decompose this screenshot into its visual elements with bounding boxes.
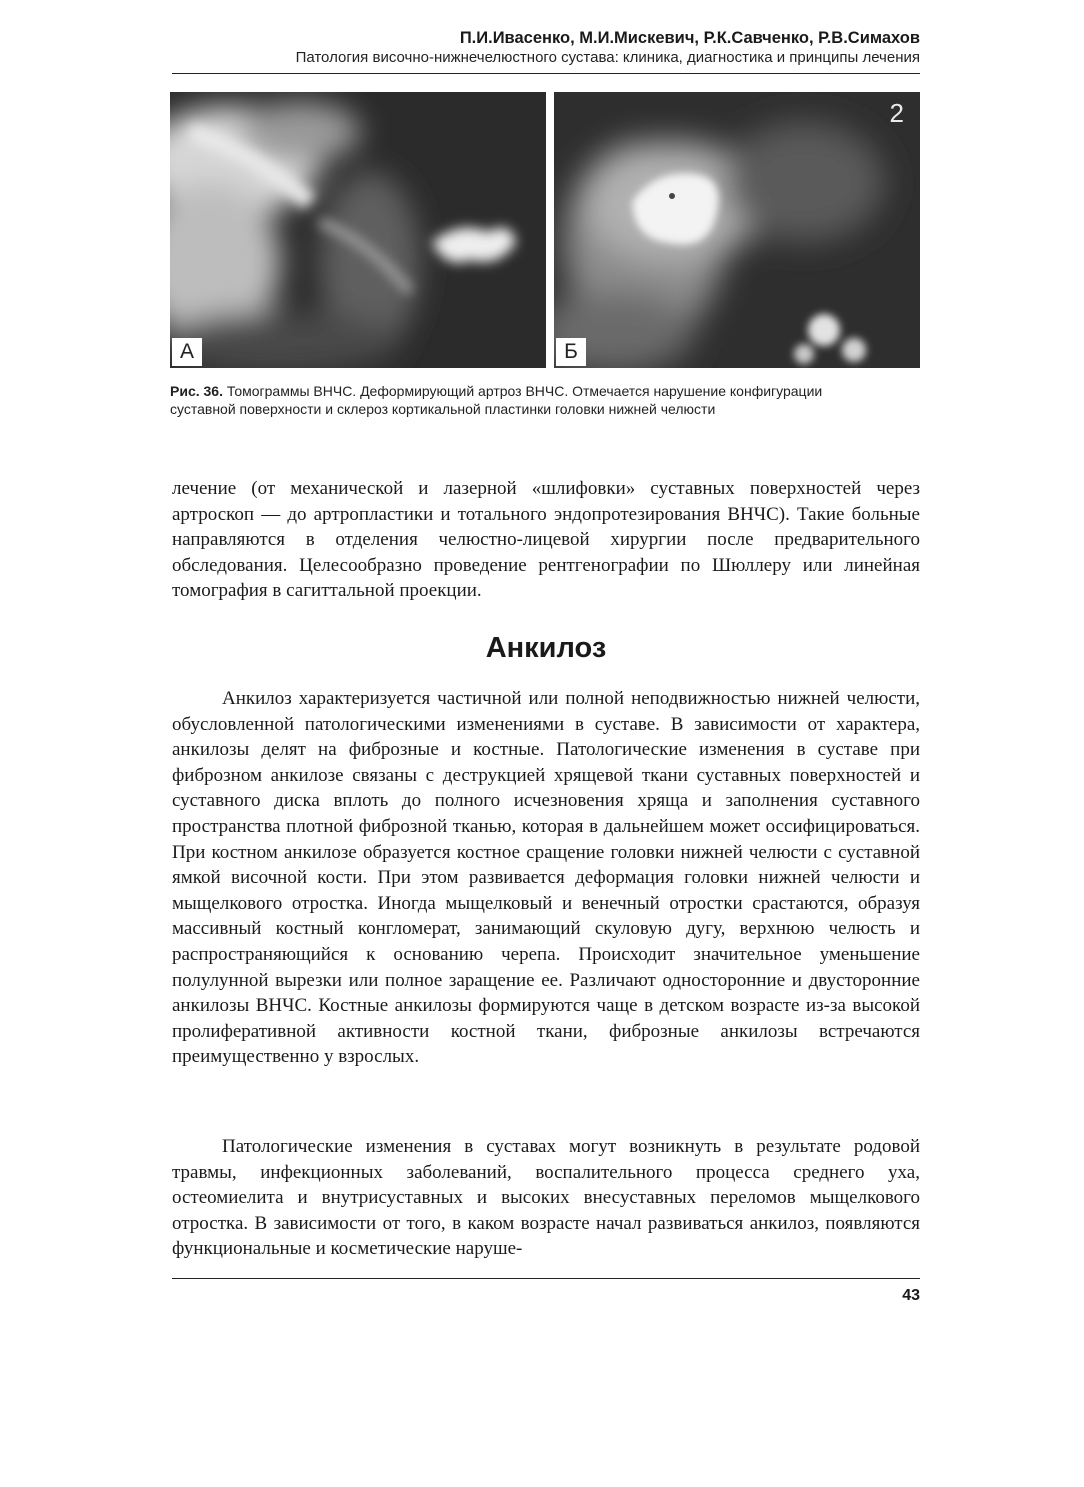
panel-b-label: Б bbox=[556, 338, 586, 366]
running-head-authors: П.И.Ивасенко, М.И.Мискевич, Р.К.Савченко, Р.В.Симахов bbox=[459, 29, 920, 47]
paragraph-1: лечение (от механической и лазерной «шлифовки» суставных поверхностей через артроскоп — до артропластики и тотального эндопротезирования ВНЧС). Такие больные направляются в отделения челюстно-лицевой хирургии после предварительного обследования. Целесообразно проведение рентгенографии по Шюллеру или линейная томография в сагиттальной проекции. bbox=[172, 478, 920, 602]
header-rule bbox=[172, 73, 920, 74]
running-head bbox=[170, 28, 920, 67]
tomogram-panel-b bbox=[554, 92, 920, 368]
footer-rule bbox=[172, 1278, 920, 1279]
paragraph-2: Анкилоз характеризуется частичной или полной неподвижностью нижней челюсти, обусловленной патологическими изменениями в суставе. В зависимости от характера, анкилозы делят на фиброзные и костные. Патологические изменения в суставе при фиброзном анкилозе связаны с деструкцией хрящевой ткани суставных поверхностей и суставного диска вплоть до полного исчезновения хряща и заполнения суставного пространства плотной фиброзной тканью, которая в дальнейшем может оссифицироваться. При костном анкилозе образуется костное сращение головки нижней челюсти с суставной ямкой височной кости. При этом развивается деформация головки нижней челюсти и мыщелкового отростка. Иногда мыщелковый и венечный отростки срастаются, образуя массивный костный конгломерат, занимающий скуловую дугу, верхнюю челюсть и распространяющийся к основанию черепа. Происходит значительное уменьшение полулунной вырезки или полное заращение ее. Различают односторонние и двусторонние анкилозы ВНЧС. Костные анкилозы формируются чаще в детском возрасте из-за высокой пролиферативной активности костной ткани, фиброзные анкилозы встречаются преимущественно у взрослых. bbox=[172, 688, 920, 1068]
tomogram-panel-a bbox=[170, 92, 546, 368]
figure-caption bbox=[170, 382, 860, 418]
panel-a-label: А bbox=[172, 338, 202, 366]
tomogram-b-image bbox=[554, 92, 920, 368]
figure-caption-text: Томограммы ВНЧС. Деформирующий артроз ВНЧС. Отмечается нарушение конфигурации суставной поверхности и склероз кортикальной пластинки головки нижней челюсти bbox=[170, 383, 823, 417]
figure-caption-label: Рис. 36. bbox=[170, 383, 223, 399]
panel-b-corner-mark: 2 bbox=[889, 98, 904, 128]
paragraph-3: Патологические изменения в суставах могут возникнуть в результате родовой травмы, инфекционных заболеваний, воспалительного процесса среднего уха, остеомиелита и внутрисуставных и высоких внесуставных переломов мыщелкового отростка. В зависимости от того, в каком возрасте начал развиваться анкилоз, появляются функциональные и косметические наруше- bbox=[172, 1136, 920, 1260]
section-heading: Анкилоз bbox=[485, 632, 607, 664]
tomogram-a-image bbox=[170, 92, 546, 368]
page-number: 43 bbox=[902, 1287, 920, 1304]
running-head-book-title: Патология височно-нижнечелюстного сустава: клиника, диагностика и принципы лечения bbox=[295, 49, 920, 66]
